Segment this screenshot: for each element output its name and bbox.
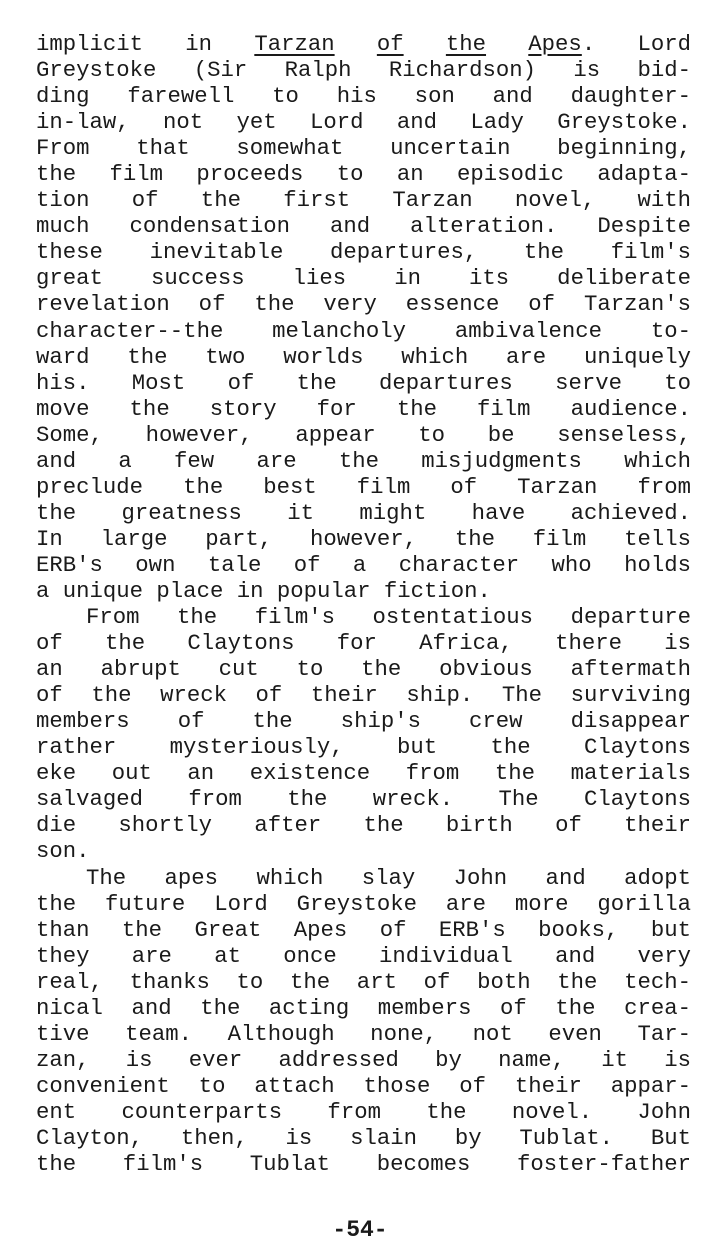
text-run: From that somewhat uncertain beginning, — [36, 135, 691, 162]
text-run: an abrupt cut to the obvious aftermath — [36, 656, 691, 683]
text-line — [36, 370, 691, 396]
text-run: the film proceeds to an episodic adapta- — [36, 161, 691, 188]
underlined-title: the — [445, 31, 487, 57]
text-line — [36, 812, 691, 838]
text-line — [36, 578, 691, 604]
underlined-title: Tarzan — [254, 31, 335, 57]
text-line — [36, 291, 691, 317]
text-line — [36, 109, 691, 135]
text-run — [404, 31, 446, 57]
text-run: Clayton, then, is slain by Tublat. But — [36, 1124, 691, 1151]
text-run: a unique place in popular fiction. — [36, 577, 491, 604]
text-run: these inevitable departures, the film's — [36, 239, 691, 266]
text-run: the future Lord Greystoke are more gorilla — [36, 890, 691, 917]
document-body — [36, 31, 691, 1177]
text-line — [36, 760, 691, 786]
text-line — [36, 838, 691, 864]
text-run: they are at once individual and very — [36, 942, 691, 969]
text-line — [36, 786, 691, 812]
text-run: the film's Tublat becomes foster-father — [36, 1151, 691, 1178]
text-run: than the Great Apes of ERB's books, but — [36, 916, 691, 943]
text-run: real, thanks to the art of both the tech- — [36, 968, 691, 995]
text-line — [36, 161, 691, 187]
text-line — [36, 682, 691, 708]
text-line — [36, 396, 691, 422]
text-line — [36, 552, 691, 578]
text-run: . Lord — [581, 31, 691, 57]
text-line — [36, 318, 691, 344]
text-line — [36, 265, 691, 291]
text-line — [36, 135, 691, 161]
text-run: convenient to attach those of their appar- — [36, 1072, 691, 1099]
text-line — [36, 474, 691, 500]
text-run: ward the two worlds which are uniquely — [36, 343, 691, 370]
text-line — [36, 1125, 691, 1151]
text-run — [335, 31, 377, 57]
text-line — [36, 1099, 691, 1125]
text-run: the greatness it might have achieved. — [36, 499, 691, 526]
text-run: tion of the first Tarzan novel, with — [36, 187, 691, 214]
text-run: eke out an existence from the materials — [36, 760, 691, 787]
underlined-title: Apes — [528, 31, 582, 57]
text-line — [36, 526, 691, 552]
text-line — [36, 422, 691, 448]
text-run: his. Most of the departures serve to — [36, 369, 691, 396]
text-line — [36, 630, 691, 656]
text-line — [36, 995, 691, 1021]
text-line — [36, 344, 691, 370]
text-line — [36, 31, 691, 57]
text-run: Some, however, appear to be senseless, — [36, 421, 691, 448]
text-line — [36, 969, 691, 995]
text-line — [36, 891, 691, 917]
text-run: tive team. Although none, not even Tar- — [36, 1020, 691, 1047]
underlined-title: of — [376, 31, 404, 57]
text-run: The apes which slay John and adopt — [86, 864, 691, 891]
text-run: in-law, not yet Lord and Lady Greystoke. — [36, 109, 691, 136]
text-run: salvaged from the wreck. The Claytons — [36, 786, 691, 813]
text-run: character--the melancholy ambivalence to- — [36, 317, 691, 344]
text-run: rather mysteriously, but the Claytons — [36, 734, 691, 761]
text-line — [36, 448, 691, 474]
text-run: of the wreck of their ship. The surviving — [36, 682, 691, 709]
text-run: ERB's own tale of a character who holds — [36, 551, 691, 578]
text-line — [36, 187, 691, 213]
text-line — [36, 943, 691, 969]
text-run: In large part, however, the film tells — [36, 525, 691, 552]
text-run — [486, 31, 528, 57]
text-run: nical and the acting members of the crea- — [36, 994, 691, 1021]
text-run: revelation of the very essence of Tarzan's — [36, 291, 691, 318]
text-line — [36, 239, 691, 265]
text-run: move the story for the film audience. — [36, 395, 691, 422]
text-line — [36, 1021, 691, 1047]
text-run: preclude the best film of Tarzan from — [36, 473, 691, 500]
text-line — [36, 865, 691, 891]
text-line — [36, 734, 691, 760]
text-run: implicit in — [36, 31, 255, 57]
text-line — [36, 1047, 691, 1073]
text-line — [36, 708, 691, 734]
text-run: and a few are the misjudgments which — [36, 447, 691, 474]
text-run: ent counterparts from the novel. John — [36, 1098, 691, 1125]
text-run: From the film's ostentatious departure — [86, 604, 691, 631]
page-number: -54- — [332, 1217, 388, 1243]
text-run: die shortly after the birth of their — [36, 812, 691, 839]
text-run: much condensation and alteration. Despite — [36, 213, 691, 240]
text-line — [36, 57, 691, 83]
text-run: great success lies in its deliberate — [36, 265, 691, 292]
text-line — [36, 656, 691, 682]
text-line — [36, 604, 691, 630]
text-run: Greystoke (Sir Ralph Richardson) is bid- — [36, 57, 691, 84]
text-run: zan, is ever addressed by name, it is — [36, 1046, 691, 1073]
text-line — [36, 1151, 691, 1177]
text-run: members of the ship's crew disappear — [36, 708, 691, 735]
text-run: son. — [36, 838, 90, 865]
text-line — [36, 83, 691, 109]
text-line — [36, 917, 691, 943]
text-line — [36, 500, 691, 526]
text-run: of the Claytons for Africa, there is — [36, 630, 691, 657]
text-line — [36, 213, 691, 239]
text-run: ding farewell to his son and daughter- — [36, 83, 691, 110]
text-line — [36, 1073, 691, 1099]
